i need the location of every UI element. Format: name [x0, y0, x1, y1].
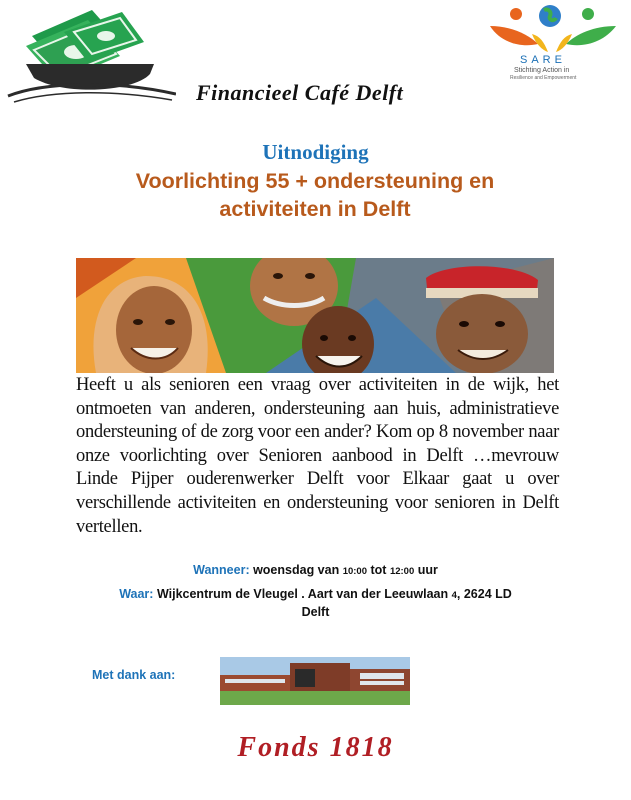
headline-line-2: activiteiten in Delft: [219, 197, 411, 221]
event-headline: [60, 167, 570, 223]
when-end: 12:00: [389, 566, 415, 577]
thanks-label: Met dank aan:: [92, 668, 176, 682]
where-number: 4: [451, 590, 457, 601]
where-city: Delft: [301, 605, 330, 619]
senior-faces-banner: [76, 258, 554, 373]
headline-line-1: Voorlichting 55 + ondersteuning en: [135, 169, 495, 193]
where-label: Waar: [119, 587, 150, 601]
sare-name: SARE: [520, 54, 566, 66]
when-text-b: tot: [370, 563, 387, 577]
when-text-c: uur: [417, 563, 438, 577]
sare-subtitle-line1: Stichting Action in: [514, 67, 570, 74]
when-label: Wanneer: [193, 563, 246, 577]
cafe-title: Financieel Café Delft: [196, 80, 404, 105]
where-text-b: 2624 LD: [463, 587, 512, 601]
sponsor-name: Fonds 1818: [237, 732, 394, 763]
when-text-a: woensdag van: [253, 563, 340, 577]
invitation-heading: Uitnodiging: [262, 140, 369, 164]
event-where: Waar: Wijkcentrum de Vleugel . Aart van der Leeuwlaan 4, 2624 LD Delft: [119, 587, 512, 619]
building-photo: [220, 657, 410, 705]
money-basket-logo-icon: [4, 6, 176, 104]
where-text-a: Wijkcentrum de Vleugel . Aart van der Leeuwlaan: [156, 587, 449, 601]
when-start: 10:00: [342, 566, 368, 577]
body-paragraph: Heeft u als senioren een vraag over activiteiten in de wijk, het ontmoeten van anderen, ondersteuning aan huis, administratieve ondersteuning of de zorg voor een ander? Kom op 8 november naar onze voorlichting over Senioren aanbood in Delft …mevrouw Linde Pijper ouderenwerker Delft voor Elkaar gaat u over verschillende activiteiten en ondersteuning voor senioren in Delft vertellen.: [76, 375, 559, 537]
sare-subtitle-line2: Resilience and Empowerment: [510, 75, 577, 81]
event-when: Wanneer: woensdag van 10:00 tot 12:00 uur: [193, 563, 438, 577]
